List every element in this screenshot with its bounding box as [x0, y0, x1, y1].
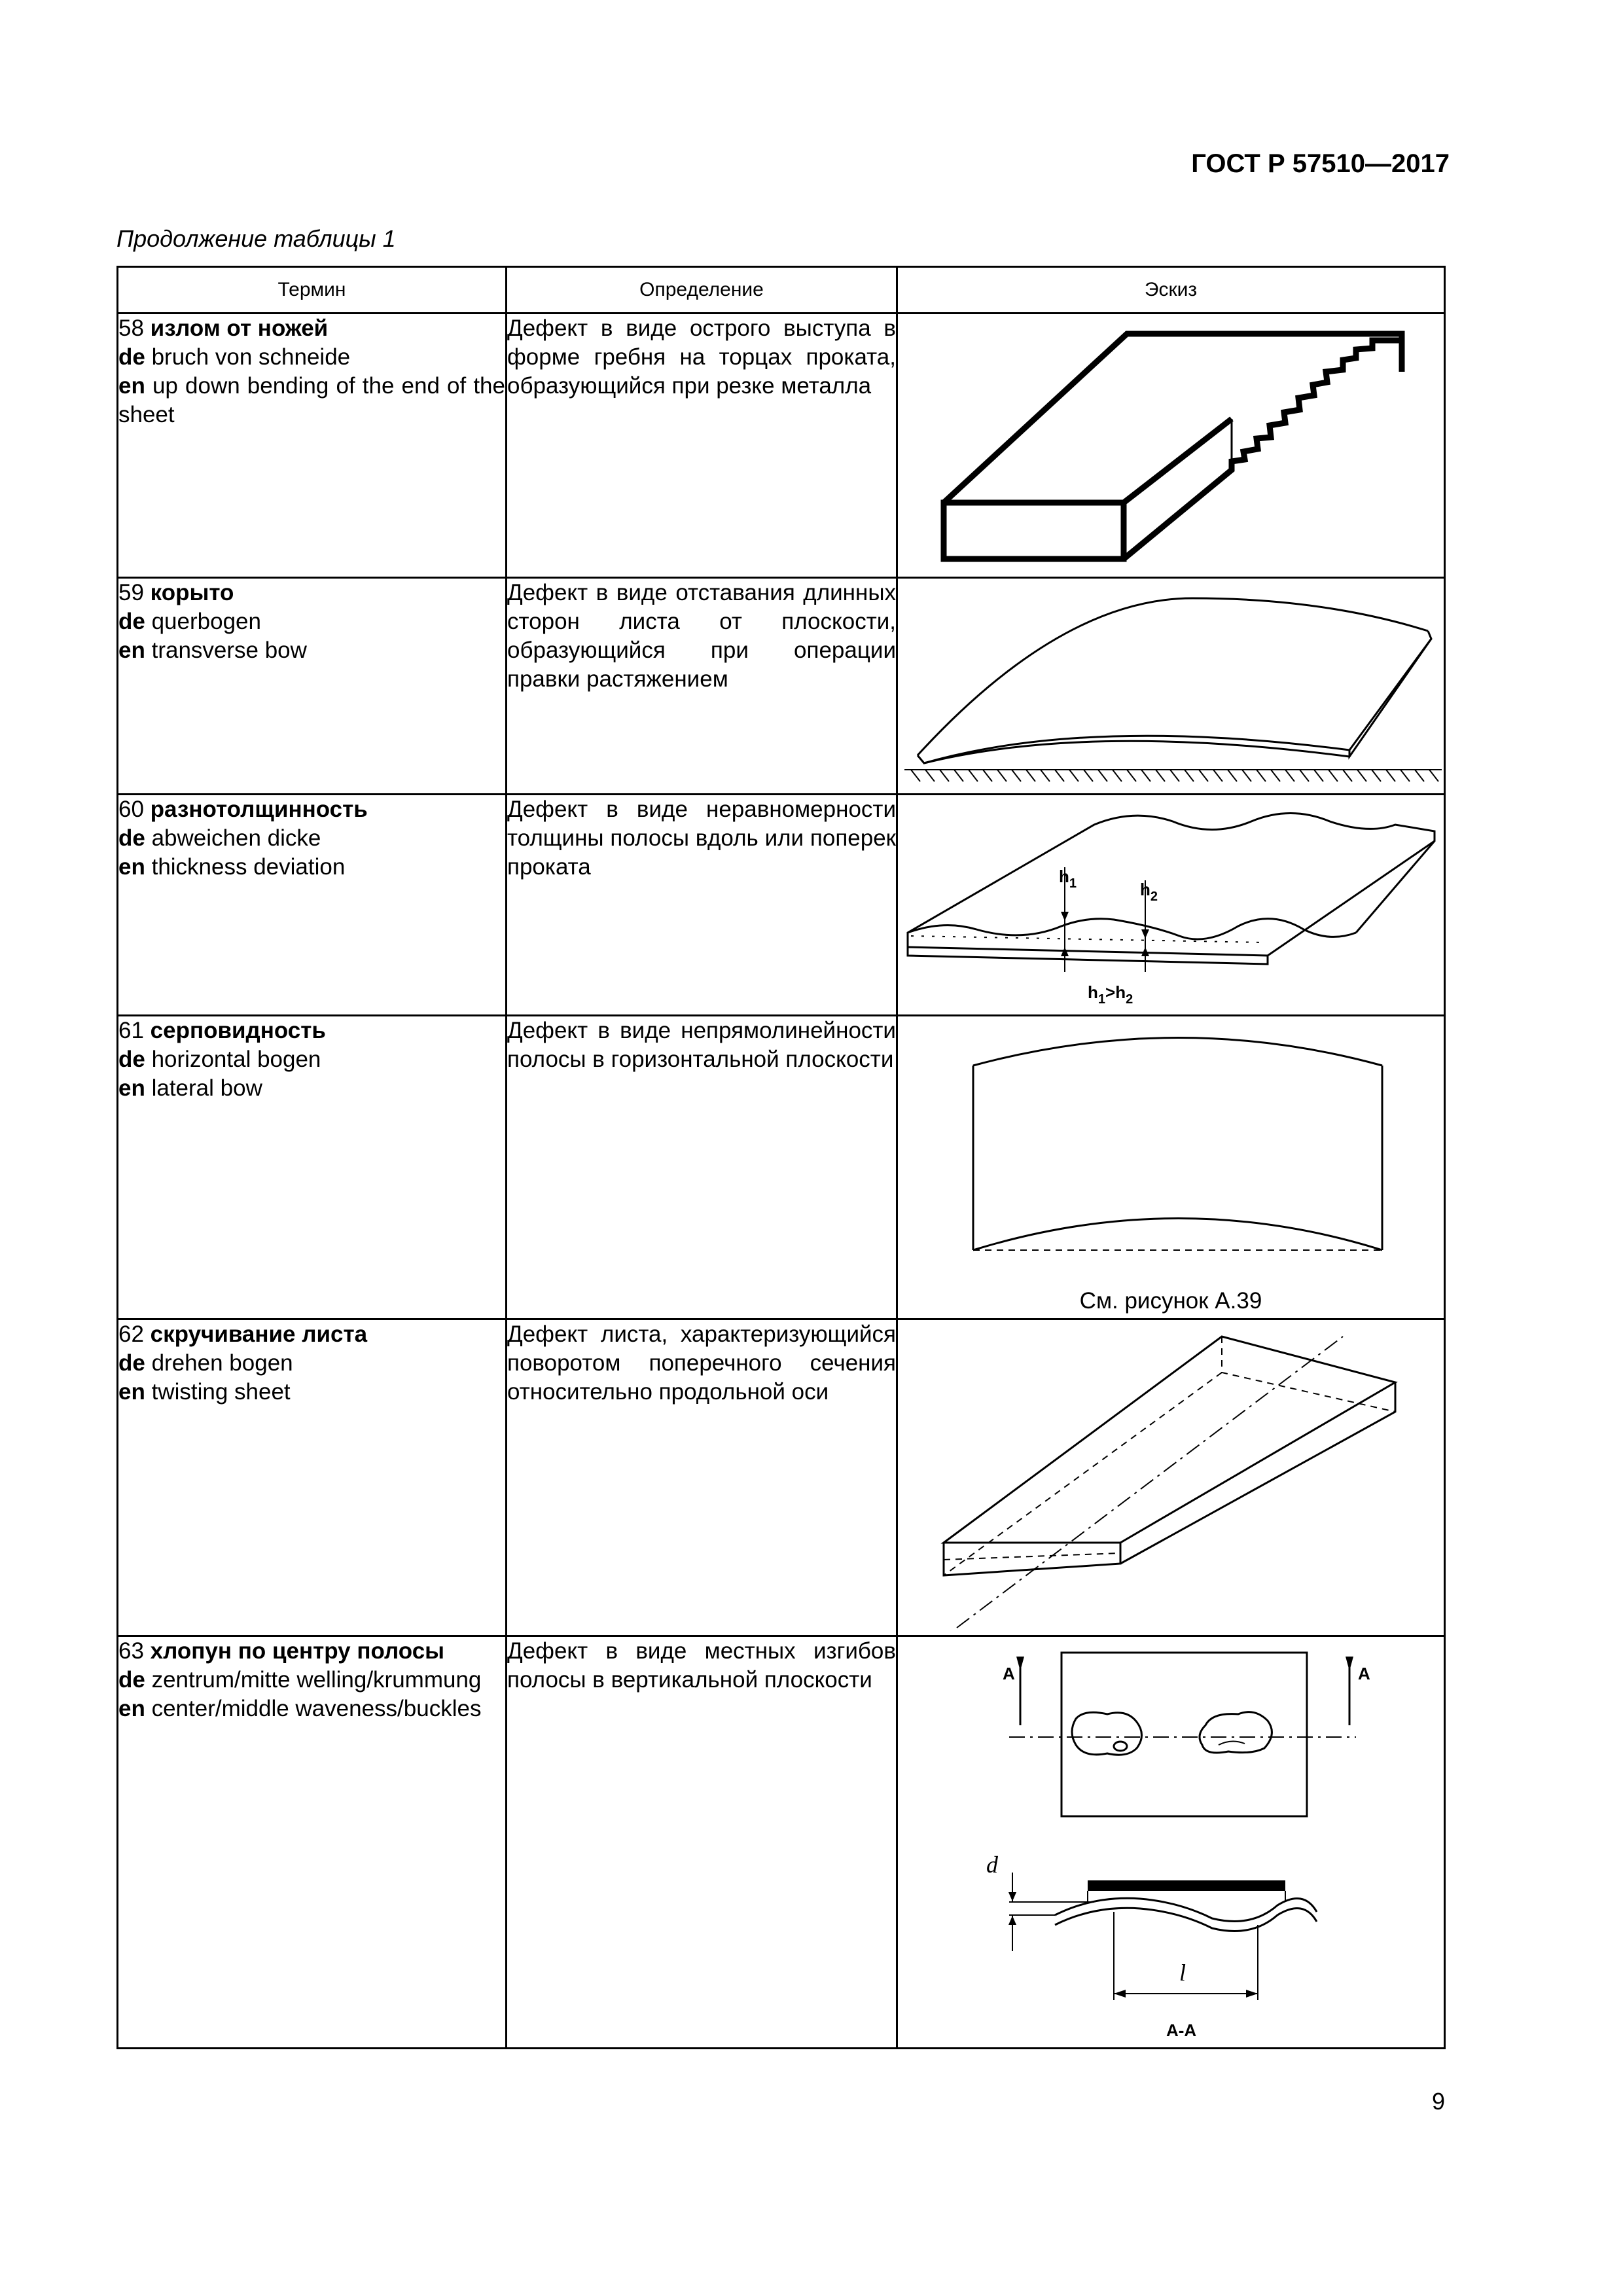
ground-hatch-line: [997, 770, 1007, 781]
ground-hatch-line: [1026, 770, 1035, 781]
sketch-cell: [897, 1636, 1445, 2049]
definition-cell: [507, 1636, 897, 2049]
term-de: abweichen dicke: [151, 825, 321, 851]
sketch-caption: См. рисунок А.39: [1079, 1288, 1262, 1314]
definition-text: Дефект в виде неравномерности толщины полосы вдоль или поперек проката: [507, 797, 896, 880]
table-row: [118, 1319, 1445, 1636]
definition-text: Дефект в виде отставания длинных сторон листа от плоскости, образующийся при операции правки растяжением: [507, 580, 896, 692]
ground-hatch-line: [1314, 770, 1323, 781]
h-relation-label: $h_1>h_2$: [1088, 982, 1133, 1007]
term-cell: [118, 1016, 507, 1319]
column-header-sketch: Эскиз: [897, 267, 1445, 314]
ground-hatch-line: [1386, 770, 1395, 781]
term-ru: серповидность: [150, 1018, 326, 1043]
term-cell: [118, 1636, 507, 2049]
term-de: drehen bogen: [151, 1350, 293, 1376]
en-label: en: [118, 1075, 145, 1101]
term-cell: [118, 314, 507, 578]
ground-hatch-line: [1156, 770, 1165, 781]
ground-hatch-line: [1357, 770, 1366, 781]
term-ru: разнотолщинность: [150, 797, 368, 822]
ground-hatch-line: [1257, 770, 1266, 781]
sketch-cell: [897, 1016, 1445, 1319]
column-header-definition: Определение: [507, 267, 897, 314]
thickness-deviation-sketch: [898, 795, 1442, 1013]
term-en: twisting sheet: [151, 1379, 291, 1405]
knife-break-sketch: [898, 314, 1442, 575]
sketch-cell: [897, 578, 1445, 795]
ground-hatch-line: [911, 770, 920, 781]
term-cell: [118, 795, 507, 1016]
ground-hatch-line: [1372, 770, 1381, 781]
definition-cell: [507, 578, 897, 795]
term-en: up down bending of the end of the sheet: [118, 373, 505, 427]
term-ru: корыто: [150, 580, 234, 605]
term-number: 60: [118, 797, 144, 822]
table-row: [118, 314, 1445, 578]
en-label: en: [118, 854, 145, 880]
definition-text: Дефект листа, характеризующийся поворотом поперечного сечения относительно продольной оси: [507, 1321, 896, 1405]
section-a-left-label: A: [1003, 1664, 1015, 1683]
term-de: zentrum/mitte welling/krummung: [151, 1667, 482, 1693]
definition-text: Дефект в виде непрямолинейности полосы в горизонтальной плоскости: [507, 1018, 896, 1072]
table-row: [118, 1016, 1445, 1319]
center-buckle-sketch: [898, 1637, 1442, 2045]
de-label: de: [118, 1047, 145, 1072]
term-de: bruch von schneide: [151, 344, 351, 370]
ground-hatch-line: [1429, 770, 1438, 781]
term-cell: [118, 1319, 507, 1636]
l-dimension-label: l: [1179, 1960, 1186, 1986]
table-row: [118, 578, 1445, 795]
de-label: de: [118, 825, 145, 851]
column-header-term: Термин: [118, 267, 507, 314]
ground-hatch-line: [1329, 770, 1338, 781]
h2-label: $h_2$: [1140, 880, 1158, 904]
twisting-sheet-sketch: [898, 1320, 1442, 1633]
term-ru: скручивание листа: [150, 1321, 368, 1347]
term-number: 62: [118, 1321, 144, 1347]
ground-hatch-line: [1170, 770, 1179, 781]
table-header-row: [118, 267, 1445, 314]
ground-hatch-line: [1069, 770, 1079, 781]
en-label: en: [118, 1696, 145, 1721]
ground-hatch-line: [1127, 770, 1136, 781]
ground-hatch-line: [1213, 770, 1222, 781]
ground-hatch-line: [1098, 770, 1107, 781]
ground-hatch-line: [940, 770, 949, 781]
en-label: en: [118, 1379, 145, 1405]
term-en: thickness deviation: [151, 854, 346, 880]
ground-hatch-line: [1343, 770, 1352, 781]
term-number: 59: [118, 580, 144, 605]
term-number: 58: [118, 315, 144, 341]
ground-hatch-line: [1242, 770, 1251, 781]
table-caption: Продолжение таблицы 1: [116, 225, 396, 252]
d-dimension-label: d: [986, 1852, 998, 1878]
definition-cell: [507, 795, 897, 1016]
trough-sketch: [898, 579, 1442, 791]
en-label: en: [118, 373, 145, 399]
section-a-right-label: A: [1358, 1664, 1370, 1683]
ground-hatch-line: [1400, 770, 1410, 781]
term-en: center/middle waveness/buckles: [151, 1696, 482, 1721]
term-de: horizontal bogen: [151, 1047, 321, 1072]
ground-hatch-line: [1199, 770, 1208, 781]
term-ru: хлопун по центру полосы: [150, 1638, 445, 1664]
terms-table: [116, 266, 1446, 2049]
definition-cell: [507, 1319, 897, 1636]
term-de: querbogen: [151, 609, 261, 634]
term-cell: [118, 578, 507, 795]
definition-cell: [507, 314, 897, 578]
h1-label: $h_1$: [1059, 867, 1077, 891]
lateral-bow-sketch: [898, 1016, 1442, 1278]
term-number: 61: [118, 1018, 144, 1043]
ground-hatch-line: [1300, 770, 1309, 781]
table-row: [118, 1636, 1445, 2049]
ground-hatch-line: [1228, 770, 1237, 781]
ground-hatch-line: [925, 770, 935, 781]
term-en: lateral bow: [151, 1075, 262, 1101]
ground-hatch-line: [969, 770, 978, 781]
de-label: de: [118, 1350, 145, 1376]
ground-hatch-line: [983, 770, 992, 781]
ground-hatch-line: [1185, 770, 1194, 781]
document-id: ГОСТ Р 57510—2017: [1191, 149, 1450, 178]
ground-hatch-line: [1084, 770, 1093, 781]
ground-hatch-line: [1012, 770, 1021, 781]
section-aa-label: A-A: [1166, 2020, 1197, 2040]
de-label: de: [118, 609, 145, 634]
term-ru: излом от ножей: [150, 315, 329, 341]
ground-hatch-line: [1055, 770, 1064, 781]
term-en: transverse bow: [151, 637, 307, 663]
term-number: 63: [118, 1638, 144, 1664]
ground-hatch-line: [1041, 770, 1050, 781]
ground-hatch-line: [1415, 770, 1424, 781]
table-row: [118, 795, 1445, 1016]
ground-hatch-line: [1113, 770, 1122, 781]
definition-text: Дефект в виде местных изгибов полосы в вертикальной плоскости: [507, 1638, 896, 1693]
ground-hatch-line: [1285, 770, 1294, 781]
page-number: 9: [1431, 2088, 1445, 2115]
ground-hatch-line: [1141, 770, 1150, 781]
ground-hatch-line: [954, 770, 963, 781]
ground-hatch-line: [1271, 770, 1280, 781]
definition-text: Дефект в виде острого выступа в форме гребня на торцах проката, образующийся при резке металла: [507, 315, 896, 399]
sketch-cell: [897, 314, 1445, 578]
de-label: de: [118, 1667, 145, 1693]
de-label: de: [118, 344, 145, 370]
sketch-cell: [897, 1319, 1445, 1636]
definition-cell: [507, 1016, 897, 1319]
en-label: en: [118, 637, 145, 663]
sketch-cell: [897, 795, 1445, 1016]
